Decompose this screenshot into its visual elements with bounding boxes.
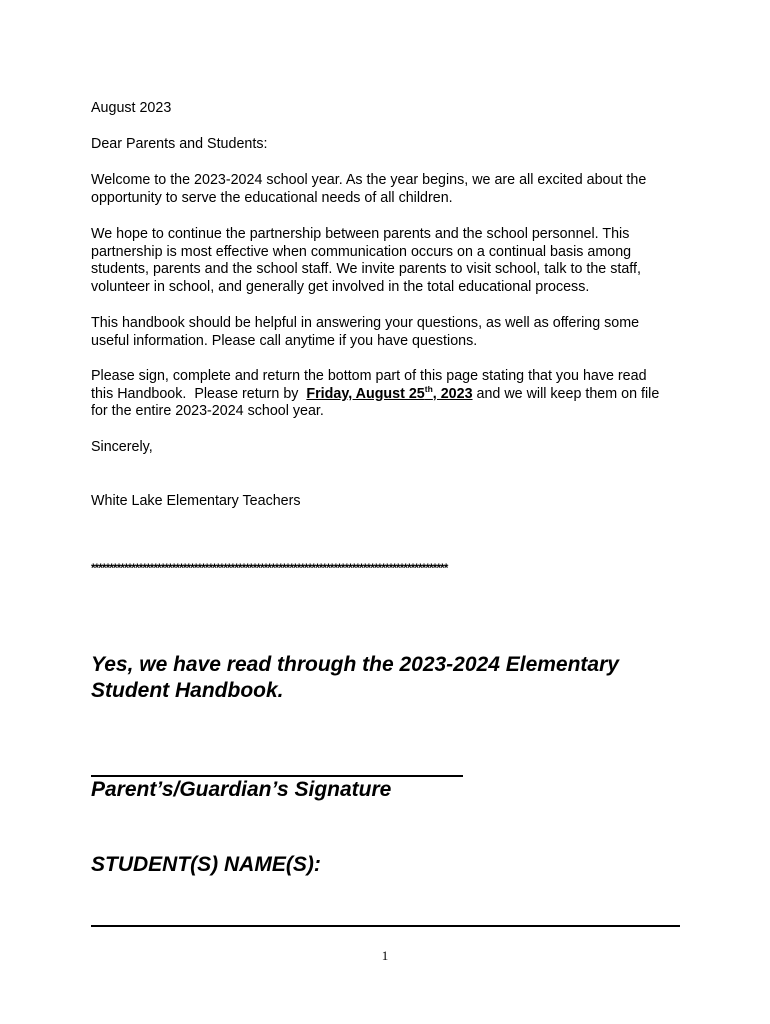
confirmation-line: Student Handbook. <box>91 679 284 702</box>
paragraph-line: opportunity to serve the educational needs of all children. <box>91 189 453 206</box>
deadline-ordinal: th <box>424 383 433 394</box>
paragraph-line: useful information. Please call anytime if you have questions. <box>91 332 478 349</box>
paragraph-line: Welcome to the 2023-2024 school year. As the year begins, we are all excited about the <box>91 172 647 188</box>
page-number: 1 <box>381 948 389 963</box>
paragraph-line: Please sign, complete and return the bottom part of this page stating that you have read <box>91 368 647 384</box>
inline-text: and we will keep them on file <box>472 385 660 402</box>
signature-label: Parent’s/Guardian’s Signature <box>91 778 392 801</box>
student-names-line <box>91 925 680 927</box>
letter-signoff: White Lake Elementary Teachers <box>91 493 301 509</box>
letter-closing: Sincerely, <box>91 439 153 455</box>
paragraph-line: volunteer in school, and generally get involved in the total educational process. <box>91 278 590 295</box>
deadline-year: , 2023 <box>432 385 473 402</box>
letter-date: August 2023 <box>91 100 172 116</box>
handbook-confirmation <box>91 652 619 704</box>
paragraph-partnership <box>91 226 641 296</box>
letter-greeting: Dear Parents and Students: <box>91 136 268 152</box>
paragraph-line: partnership is most effective when communication occurs on a continual basis among <box>91 243 632 260</box>
return-deadline <box>306 383 473 402</box>
paragraph-line: students, parents and the school staff. We invite parents to visit school, talk to the staff, <box>91 261 641 278</box>
student-names-label: STUDENT(S) NAME(S): <box>91 853 321 876</box>
paragraph-return-instructions <box>91 368 659 421</box>
cut-line-divider: ************************************************************************************************* <box>91 563 448 575</box>
paragraph-line: We hope to continue the partnership between parents and the school personnel. This <box>91 226 630 242</box>
inline-text: this Handbook. Please return by <box>91 385 307 402</box>
paragraph-welcome <box>91 172 646 207</box>
paragraph-line: This handbook should be helpful in answering your questions, as well as offering some <box>91 315 640 331</box>
deadline-text: Friday, August 25 <box>306 385 425 402</box>
paragraph-line: for the entire 2023-2024 school year. <box>91 403 324 420</box>
paragraph-handbook <box>91 315 639 350</box>
confirmation-line: Yes, we have read through the 2023-2024 Elementary <box>91 653 619 676</box>
paragraph-line <box>91 383 660 404</box>
